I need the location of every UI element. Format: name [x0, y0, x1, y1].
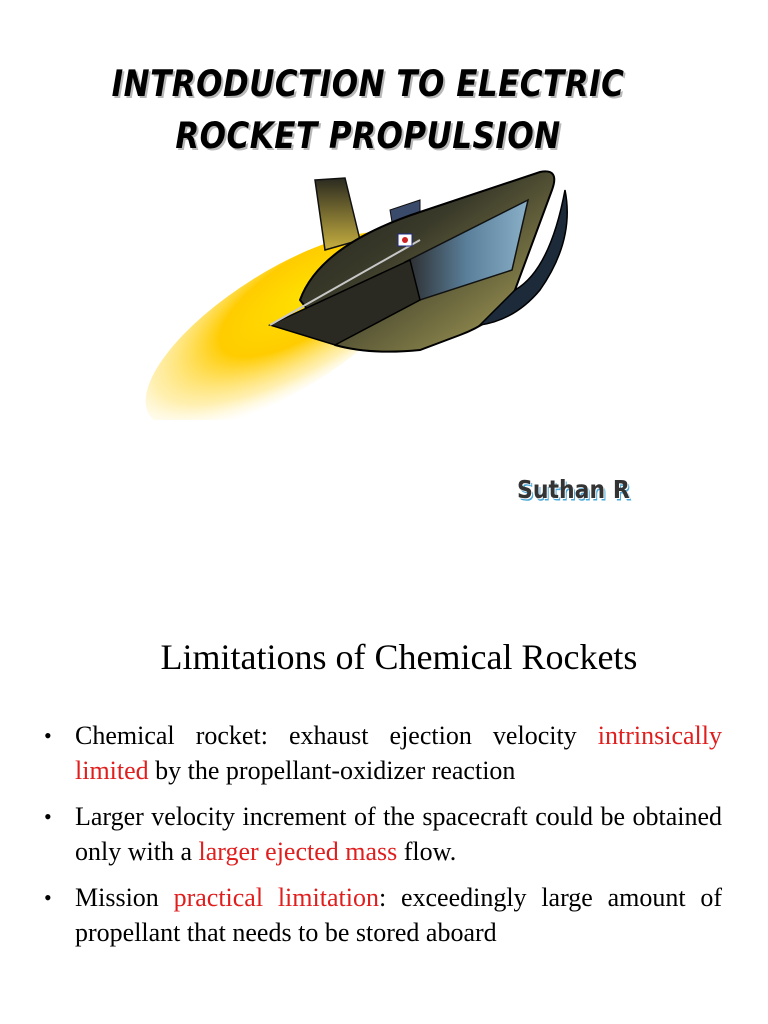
bullet-item: [44, 799, 722, 869]
slide-title-line-2: ROCKET PROPULSION: [175, 114, 561, 158]
bullet-item: [44, 880, 722, 950]
mission-emblem-icon: [398, 234, 412, 246]
slide-title-line-1: INTRODUCTION TO ELECTRIC: [111, 62, 625, 106]
bullet-text: Mission: [75, 883, 174, 912]
spaceplane-with-exhaust-flame-icon: [120, 150, 600, 420]
bullet-list: [44, 718, 722, 961]
slide-title: Limitations of Chemical Rockets: [160, 637, 638, 677]
bullet-icon: •: [44, 885, 52, 910]
bullet-text: Chemical rocket: exhaust ejection velocity: [75, 721, 598, 750]
bullet-text: Larger velocity increment of the spacecraft could be obtained only with a: [75, 802, 722, 866]
content-slide: [0, 592, 768, 1024]
bullet-icon: •: [44, 804, 52, 829]
author-name: Suthan R: [517, 476, 630, 505]
bullet-icon: •: [44, 723, 52, 748]
bullet-text: : exceedingly large amount of propellant that needs to be stored aboard: [75, 883, 722, 947]
bullet-highlight: practical limitation: [173, 883, 379, 912]
tail-fin: [315, 178, 360, 250]
bullet-text: flow.: [397, 837, 457, 866]
bullet-text: by the propellant-oxidizer reaction: [148, 756, 516, 785]
bullet-highlight: larger ejected mass: [198, 837, 398, 866]
bullet-highlight: intrinsically limited: [75, 721, 722, 785]
bullet-item: [44, 718, 722, 788]
